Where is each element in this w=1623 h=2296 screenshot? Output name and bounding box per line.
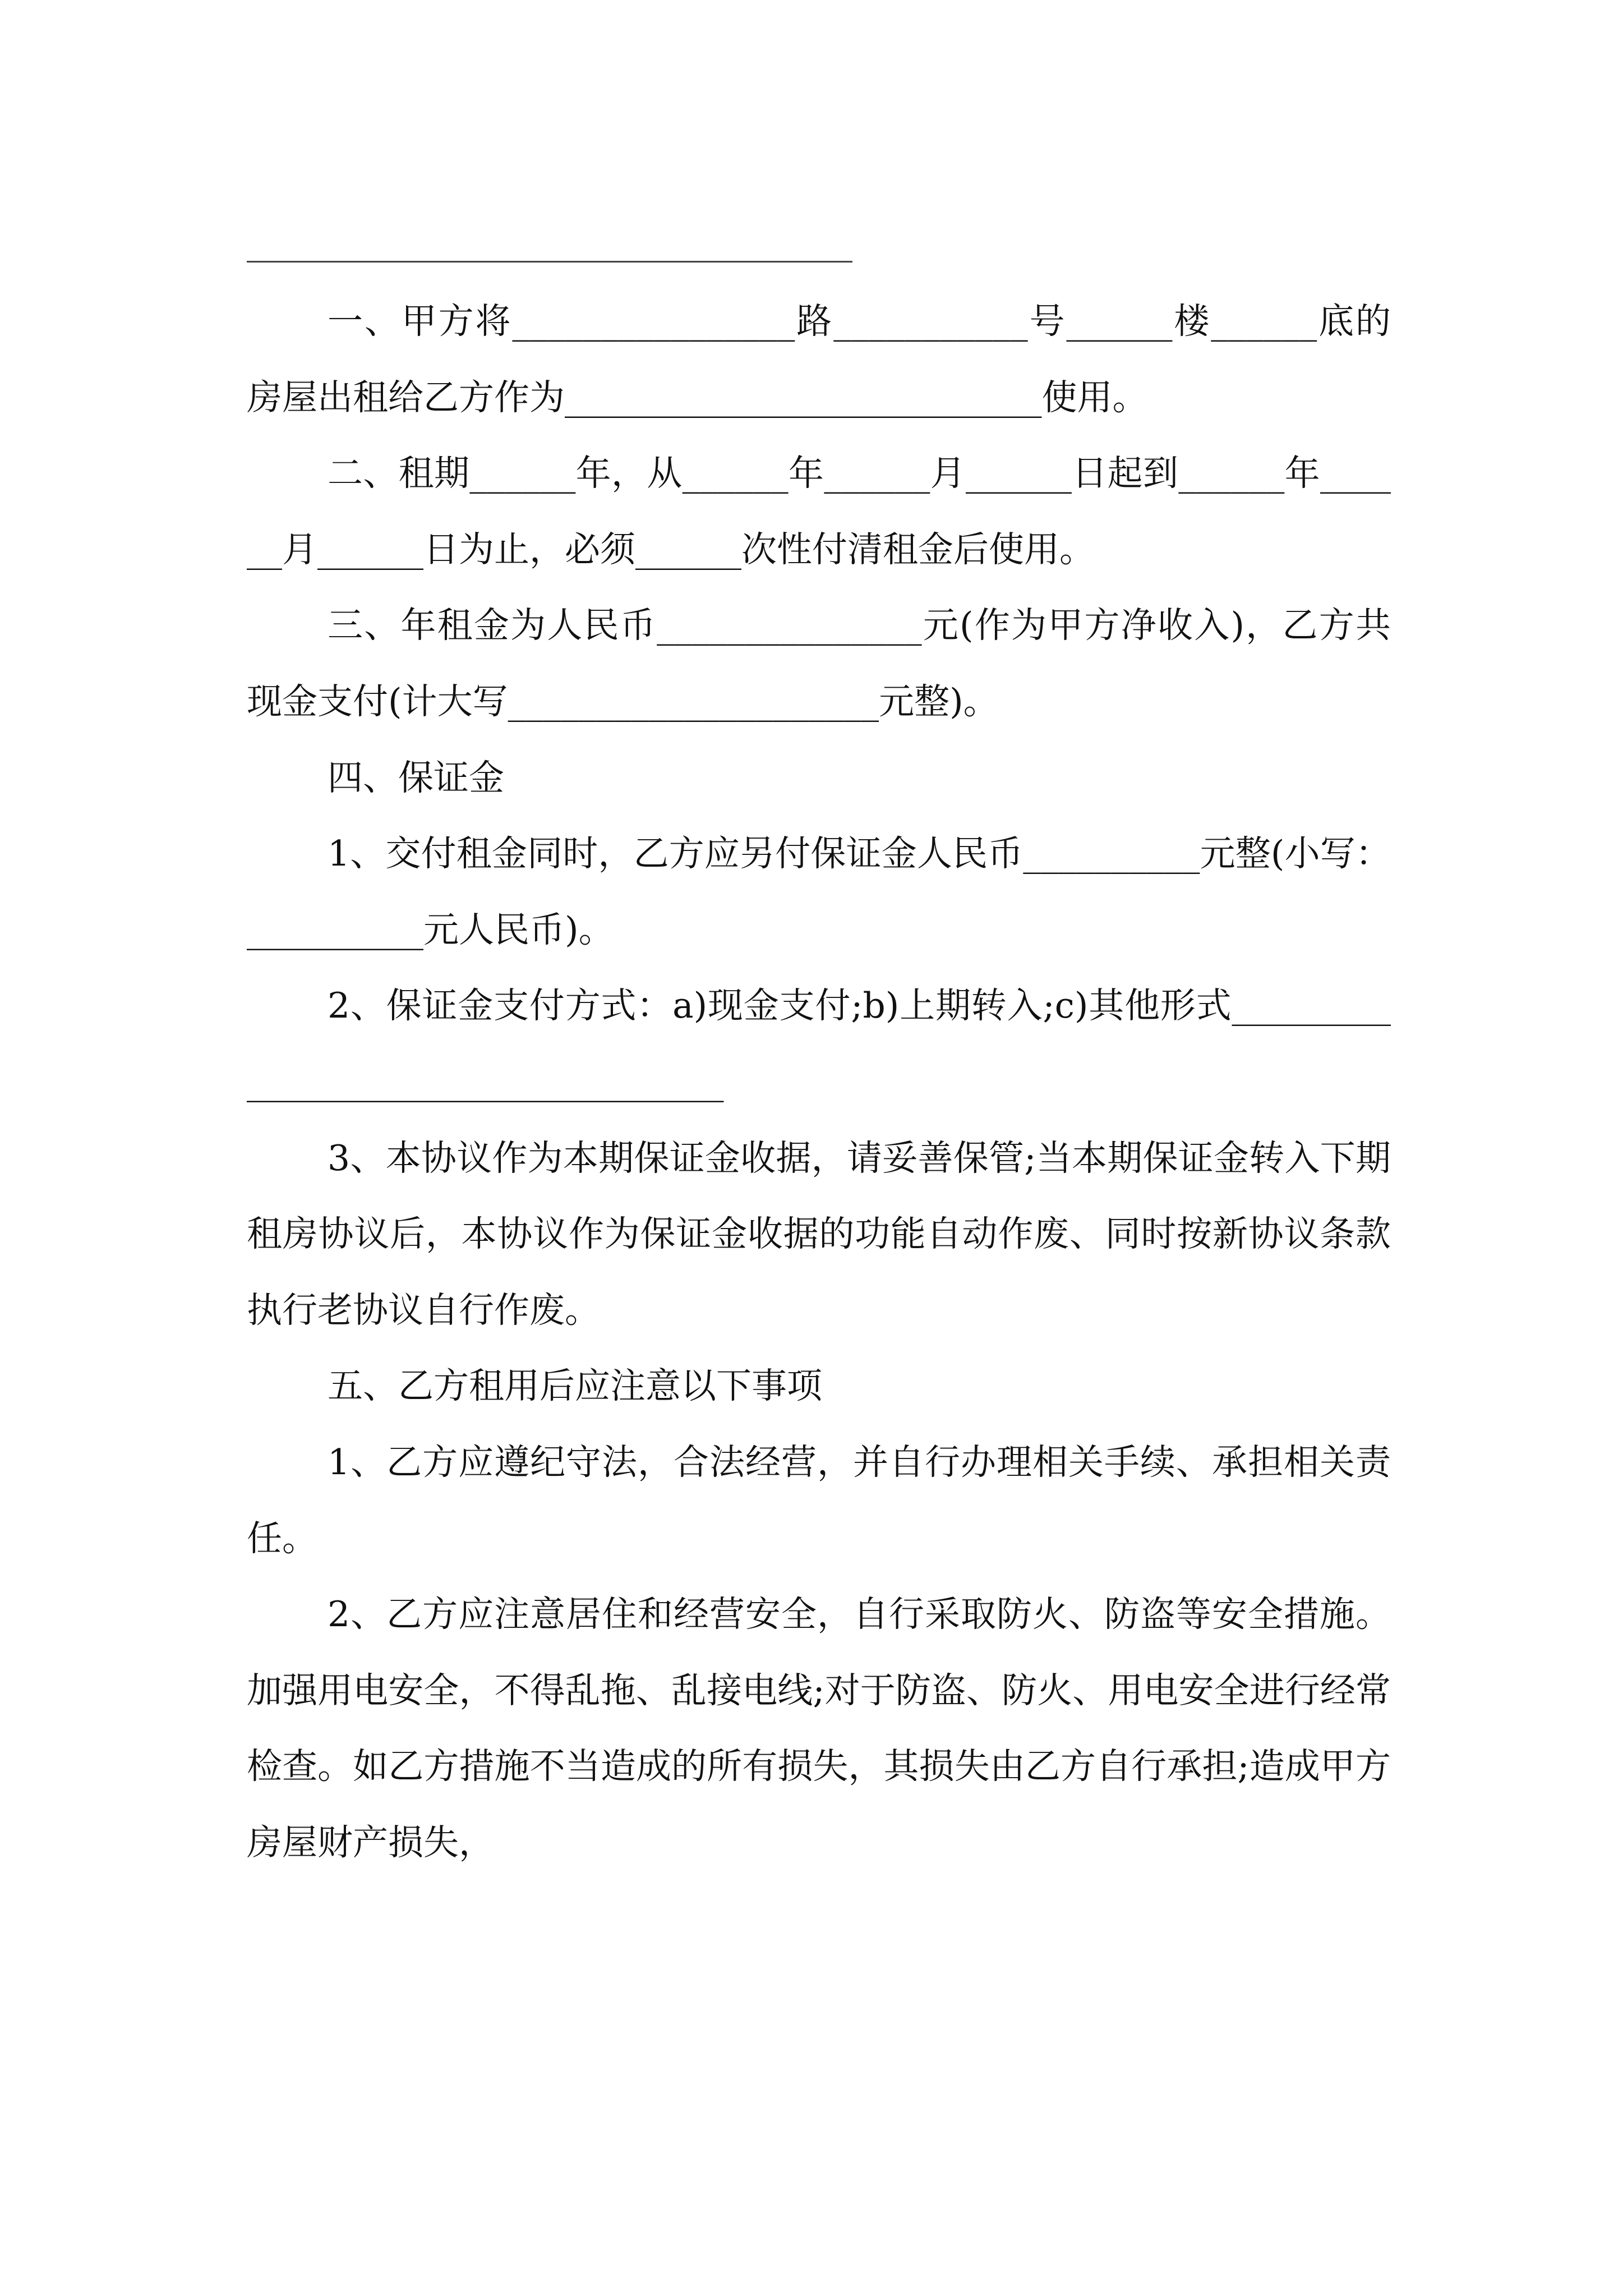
top-signature-line [247,261,852,263]
contract-body [247,283,1391,1880]
clause-4-item-2: 2、保证金支付方式：a)现金支付;b)上期转入;c)其他形式____________________________________ [247,985,1391,1102]
clause-4-item-3: 3、本协议作为本期保证金收据，请妥善保管;当本期保证金转入下期租房协议后，本协议作为保证金收据的功能自动作废、同时按新协议条款执行老协议自行作废。 [247,1137,1391,1331]
clause-3-paragraph: 三、年租金为人民币_______________元(作为甲方净收入)，乙方共现金支付(计大写_____________________元整)。 [247,605,1391,722]
clause-5-item-1: 1、乙方应遵纪守法，合法经营，并自行办理相关手续、承担相关责任。 [247,1441,1391,1559]
clause-5-item-2: 2、乙方应注意居住和经营安全，自行采取防火、防盗等安全措施。加强用电安全，不得乱拖、乱接电线;对于防盗、防火、用电安全进行经常检查。如乙方措施不当造成的所有损失，其损失由乙方自行承担;造成甲方房屋财产损失， [247,1594,1391,1863]
clause-2-paragraph: 二、租期______年，从______年______月______日起到______年______月______日为止，必须______次性付清租金后使用。 [247,453,1391,570]
clause-5-heading: 五、乙方租用后应注意以下事项 [328,1365,822,1407]
clause-1-paragraph: 一、甲方将________________路___________号______楼______底的房屋出租给乙方作为___________________________使用。 [247,301,1391,418]
clause-4-item-1: 1、交付租金同时，乙方应另付保证金人民币__________元整(小写：__________元人民币)。 [247,833,1391,950]
clause-4-heading: 四、保证金 [328,757,504,798]
